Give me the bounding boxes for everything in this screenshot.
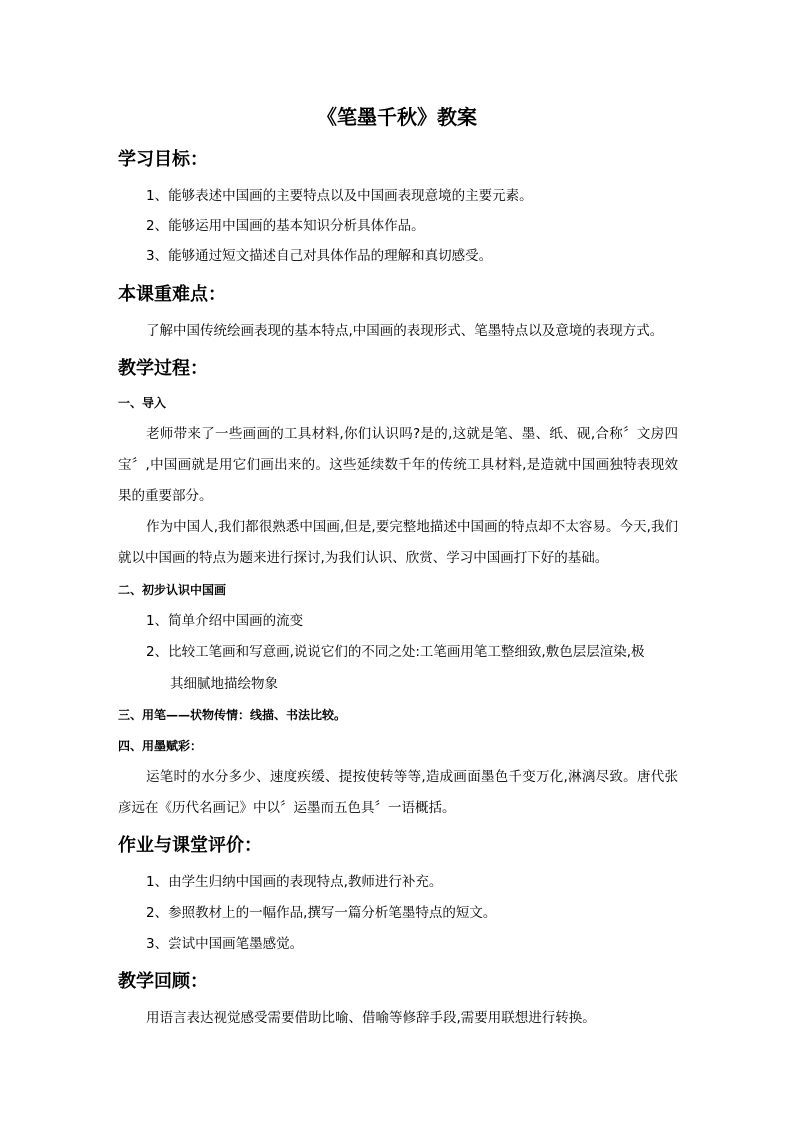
intro-heading: 一、导入 [118, 396, 167, 410]
goals-heading: 学习目标： [118, 149, 208, 170]
document-title: 《笔墨千秋》教案 [317, 105, 477, 129]
goal-item-2: 2、能够运用中国画的基本知识分析具体作品。 [146, 218, 425, 234]
process-heading: 教学过程： [118, 358, 208, 379]
homework-item-2: 2、参照教材上的一幅作品,撰写一篇分析笔墨特点的短文。 [146, 905, 497, 921]
homework-item-3: 3、尝试中国画笔墨感觉。 [146, 936, 304, 952]
intro-paragraph-1: 老师带来了一些画画的工具材料,你们认识吗?是的,这就是笔、墨、纸、砚,合称〞文房四宝〞,中国画就是用它们画出来的。这些延续数千年的传统工具材料,是造就中国画独特表现效果的重要部分。 [118, 426, 678, 504]
section2-item-2-continued: 其细腻地描绘物象 [170, 676, 278, 692]
intro-paragraph-2: 作为中国人,我们都很熟悉中国画,但是,要完整地描述中国画的特点却不太容易。今天,我们就以中国画的特点为题来进行探讨,为我们认识、欣赏、学习中国画打下好的基础。 [118, 519, 678, 566]
homework-item-1: 1、由学生归纳中国画的表现特点,教师进行补充。 [146, 874, 443, 890]
review-text: 用语言表达视觉感受需要借助比喻、借喻等修辞手段,需要用联想进行转换。 [146, 1010, 596, 1026]
section2-heading: 二、初步认识中国画 [118, 583, 227, 597]
section2-item-1: 1、简单介绍中国画的流变 [146, 613, 304, 629]
goal-item-3: 3、能够通过短文描述自己对具体作品的理解和真切感受。 [146, 248, 493, 264]
section2-item-2: 2、比较工笔画和写意画,说说它们的不同之处:工笔画用笔工整细致,敷色层层渲染,极 [146, 644, 645, 660]
section3-heading: 三、用笔——状物传情：线描、书法比较。 [118, 708, 347, 722]
difficulty-text: 了解中国传统绘画表现的基本特点,中国画的表现形式、笔墨特点以及意境的表现方式。 [146, 323, 664, 339]
review-heading: 教学回顾： [118, 971, 208, 992]
section4-heading: 四、用墨赋彩： [118, 739, 203, 753]
difficulty-heading: 本课重难点： [118, 284, 226, 305]
homework-heading: 作业与课堂评价： [118, 835, 262, 856]
goal-item-1: 1、能够表述中国画的主要特点以及中国画表现意境的主要元素。 [146, 188, 533, 204]
section4-paragraph: 运笔时的水分多少、速度疾缓、提按使转等等,造成画面墨色千变万化,淋漓尽致。唐代张彦远在《历代名画记》中以〞运墨而五色具〞一语概括。 [118, 769, 678, 816]
